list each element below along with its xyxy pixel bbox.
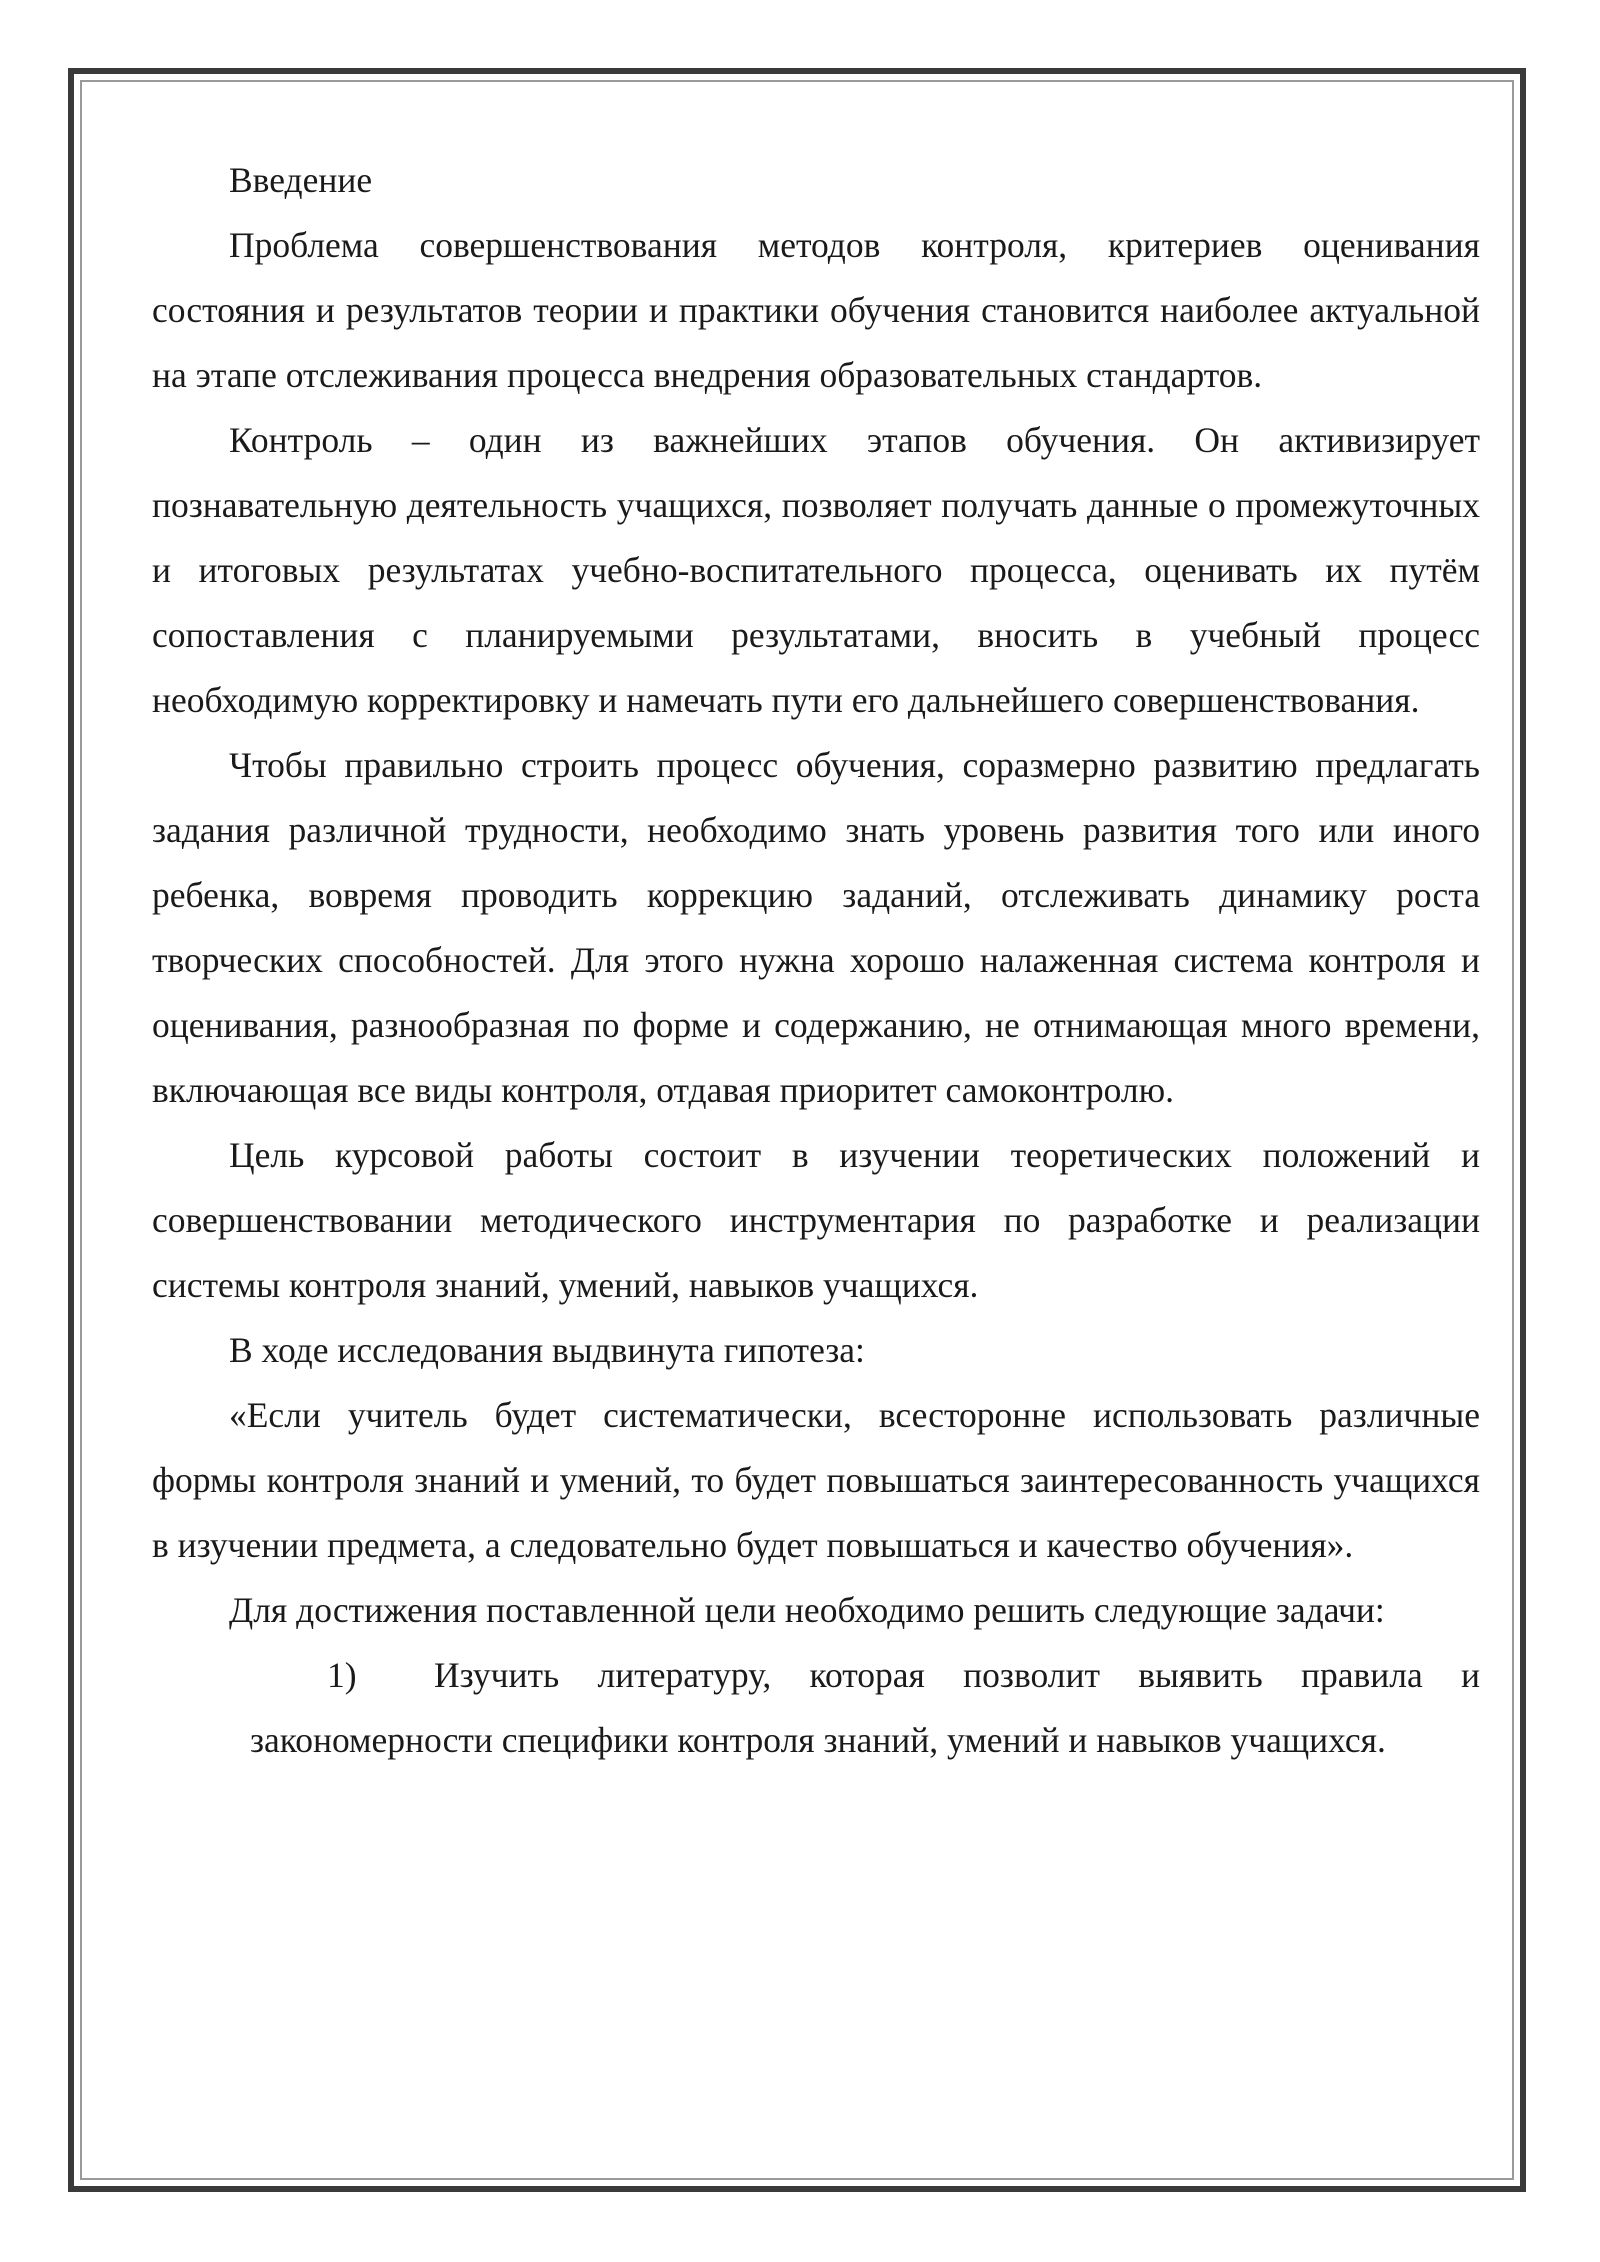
paragraph: Для достижения поставленной цели необходимо решить следующие задачи: [229,1590,1385,1630]
list-item-continuation: закономерности специфики контроля знаний, умений и навыков учащихся. [250,1720,1386,1760]
paragraph: В ходе исследования выдвинута гипотеза: [229,1330,865,1370]
paragraph: Контроль – один из важнейших этапов обучения. Он активизирует познавательную деятельность учащихся, позволяет получать данные о промежуточных и итоговых результатах учебно-воспитательного процесса, оценивать их путём сопоставления с планируемыми результатами, вносить в учебный процесс необходимую корректировку и намечать пути его дальнейшего совершенствования. [152,420,1480,720]
list-item [152,1643,1480,1773]
paragraph: Цель курсовой работы состоит в изучении теоретических положений и совершенствовании методического инструментария по разработке и реализации системы контроля знаний, умений, навыков учащихся. [152,1135,1480,1305]
list-item-number: 1) [327,1655,357,1695]
section-heading: Введение [229,160,373,200]
list-item-first-line: Изучить литературу, которая позволит выявить правила и [434,1655,1480,1695]
paragraph: «Если учитель будет систематически, всесторонне использовать различные формы контроля знаний и умений, то будет повышаться заинтересованность учащихся в изучении предмета, а следовательно будет повышаться и качество обучения». [152,1395,1480,1565]
paragraph: Проблема совершенствования методов контроля, критериев оценивания состояния и результатов теории и практики обучения становится наиболее актуальной на этапе отслеживания процесса внедрения образовательных стандартов. [152,225,1480,395]
paragraph: Чтобы правильно строить процесс обучения, соразмерно развитию предлагать задания различной трудности, необходимо знать уровень развития того или иного ребенка, вовремя проводить коррекцию заданий, отслеживать динамику роста творческих способностей. Для этого нужна хорошо налаженная система контроля и оценивания, разнообразная по форме и содержанию, не отнимающая много времени, включающая все виды контроля, отдавая приоритет самоконтролю. [152,745,1480,1110]
document-body [152,148,1480,1773]
